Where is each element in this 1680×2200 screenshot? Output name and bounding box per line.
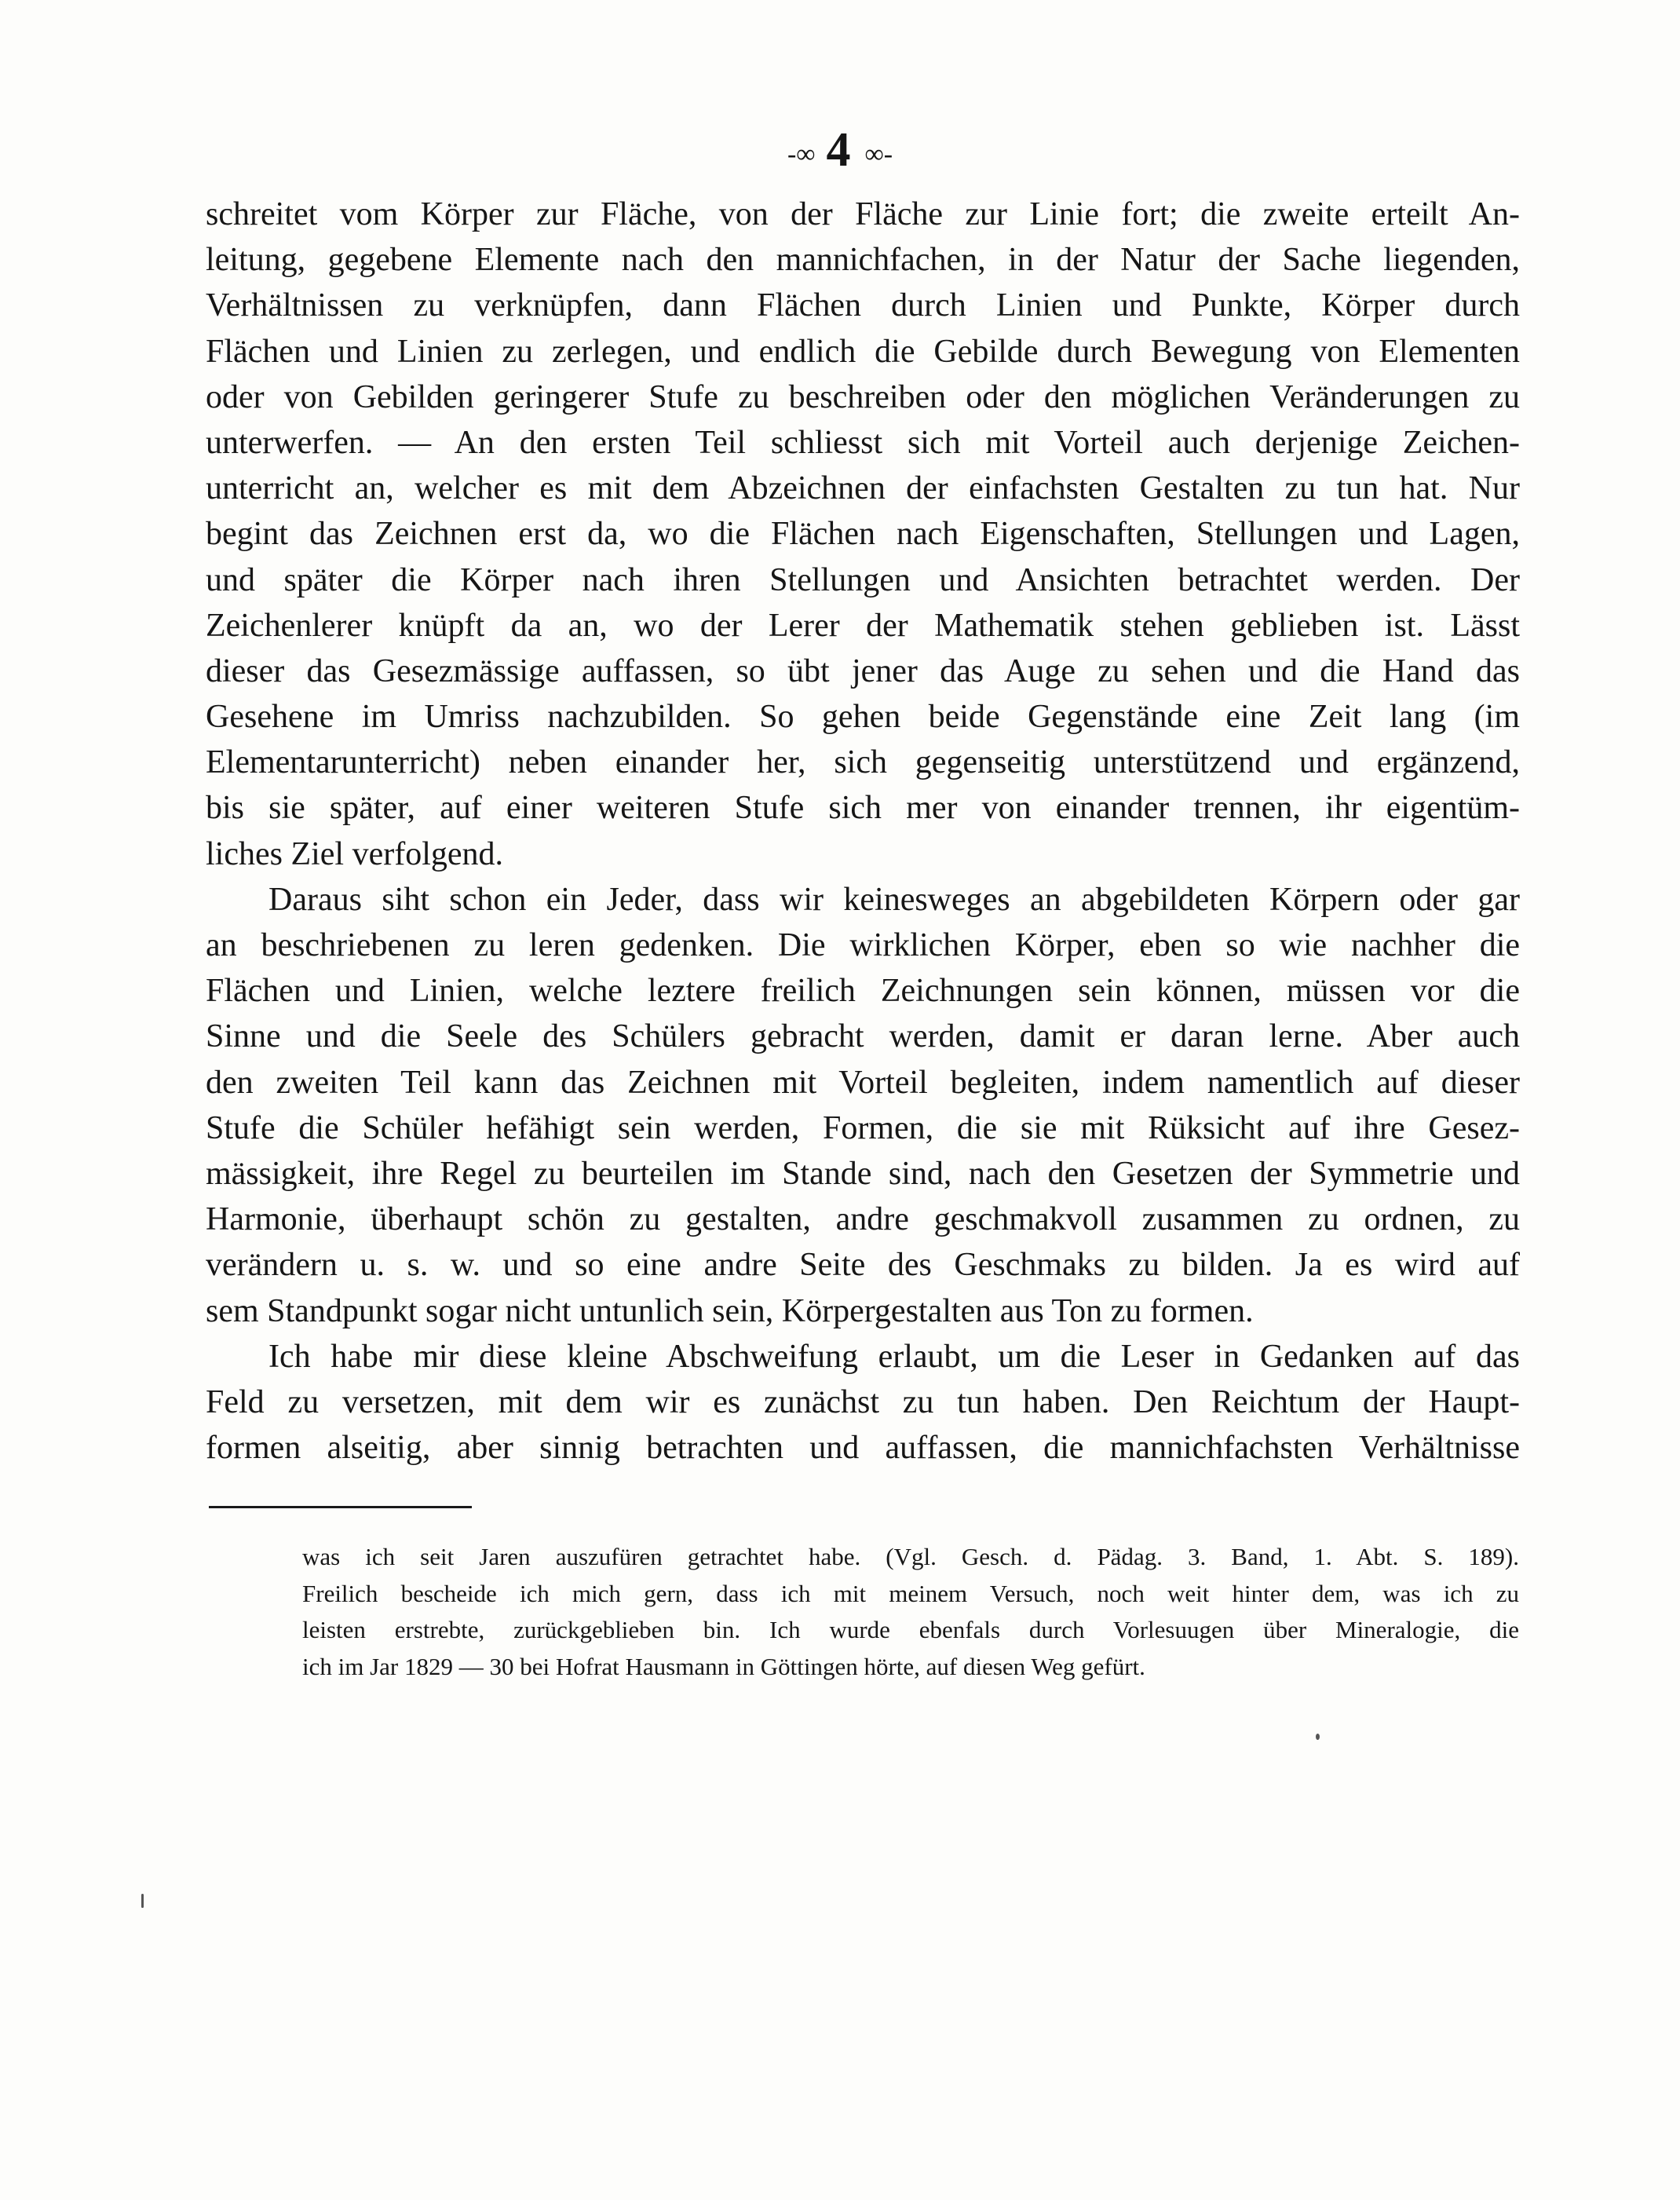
footnote-line: was ich seit Jaren auszufüren getrachtet habe. (Vgl. Gesch. d. Pädag. 3. Band, 1. Abt. S. 189). — [302, 1543, 1519, 1570]
text-line: Harmonie, überhaupt schön zu gestalten, andre geschmakvoll zusammen zu ordnen, zu — [206, 1201, 1520, 1238]
footnote-line: ich im Jar 1829 — 30 bei Hofrat Hausmann in Göttingen hörte, auf diesen Weg gefürt. — [302, 1652, 1145, 1680]
footnote-separator — [209, 1506, 472, 1508]
text-line: Ich habe mir diese kleine Abschweifung erlaubt, um die Leser in Gedanken auf das — [268, 1338, 1520, 1375]
text-line: den zweiten Teil kann das Zeichnen mit Vorteil begleiten, indem namentlich auf dieser — [206, 1064, 1520, 1101]
text-line: begint das Zeichnen erst da, wo die Flächen nach Eigenschaften, Stellungen und Lagen, — [206, 516, 1520, 553]
text-line: Feld zu versetzen, mit dem wir es zunächst zu tun haben. Den Reichtum der Haupt- — [206, 1383, 1520, 1420]
text-line: verändern u. s. w. und so eine andre Seite des Geschmaks zu bilden. Ja es wird auf — [206, 1247, 1520, 1284]
text-line: an beschriebenen zu leren gedenken. Die wirklichen Körper, eben so wie nachher die — [206, 927, 1520, 963]
text-line: sem Standpunkt sogar nicht untunlich sein, Körpergestalten aus Ton zu formen. — [206, 1292, 1254, 1329]
body-text — [206, 192, 1520, 1471]
footnote-block — [302, 1539, 1519, 1685]
text-line: bis sie später, auf einer weiteren Stufe sich mer von einander trennen, ihr eigentüm- — [206, 790, 1520, 827]
text-line: Flächen und Linien zu zerlegen, und endlich die Gebilde durch Bewegung von Elementen — [206, 333, 1520, 370]
text-line: oder von Gebilden geringerer Stufe zu beschreiben oder den möglichen Veränderungen zu — [206, 378, 1520, 415]
footnote-line: Freilich bescheide ich mich gern, dass ich mit meinem Versuch, noch weit hinter dem, was ich zu — [302, 1579, 1519, 1607]
text-line: Sinne und die Seele des Schülers gebracht werden, damit er daran lerne. Aber auch — [206, 1018, 1520, 1055]
text-line: mässigkeit, ihre Regel zu beurteilen im Stande sind, nach den Gesetzen der Symmetrie und — [206, 1155, 1520, 1192]
page-header — [0, 122, 1680, 182]
text-line: Daraus siht schon ein Jeder, dass wir keinesweges an abgebildeten Körpern oder gar — [268, 881, 1520, 918]
text-line: liches Ziel verfolgend. — [206, 835, 504, 872]
right-ornament-icon: ∞- — [864, 139, 893, 169]
text-line: dieser das Gesezmässige auffassen, so übt jener das Auge zu sehen und die Hand das — [206, 652, 1520, 689]
text-line: unterricht an, welcher es mit dem Abzeichnen der einfachsten Gestalten zu tun hat. Nur — [206, 470, 1520, 507]
left-ornament-icon: -∞ — [787, 139, 816, 169]
text-line: leitung, gegebene Elemente nach den mannichfachen, in der Natur der Sache liegenden, — [206, 242, 1520, 279]
text-line: schreitet vom Körper zur Fläche, von der Fläche zur Linie fort; die zweite erteilt An- — [206, 196, 1520, 232]
paper-speck — [1316, 1734, 1320, 1740]
paper-speck — [141, 1894, 144, 1908]
text-line: Verhältnissen zu verknüpfen, dann Flächen durch Linien und Punkte, Körper durch — [206, 287, 1520, 324]
text-line: unterwerfen. — An den ersten Teil schliesst sich mit Vorteil auch derjenige Zeichen- — [206, 424, 1520, 461]
text-line: Flächen und Linien, welche leztere freilich Zeichnungen sein können, müssen vor die — [206, 973, 1520, 1010]
text-line: Stufe die Schüler hefähigt sein werden, Formen, die sie mit Rüksicht auf ihre Gesez- — [206, 1109, 1520, 1146]
text-line: Elementarunterricht) neben einander her, sich gegenseitig unterstützend und ergänzend, — [206, 744, 1520, 781]
text-line: Gesehene im Umriss nachzubilden. So gehen beide Gegenstände eine Zeit lang (im — [206, 699, 1520, 736]
footnote-line: leisten erstrebte, zurückgeblieben bin. Ich wurde ebenfals durch Vorlesuugen über Mineralogie, die — [302, 1616, 1519, 1643]
text-line: formen alseitig, aber sinnig betrachten und auffassen, die mannichfachsten Verhältnisse — [206, 1430, 1520, 1467]
text-line: Zeichenlerer knüpft da an, wo der Lerer der Mathematik stehen geblieben ist. Lässt — [206, 607, 1520, 644]
text-line: und später die Körper nach ihren Stellungen und Ansichten betrachtet werden. Der — [206, 561, 1520, 598]
page-number: 4 — [826, 123, 854, 177]
